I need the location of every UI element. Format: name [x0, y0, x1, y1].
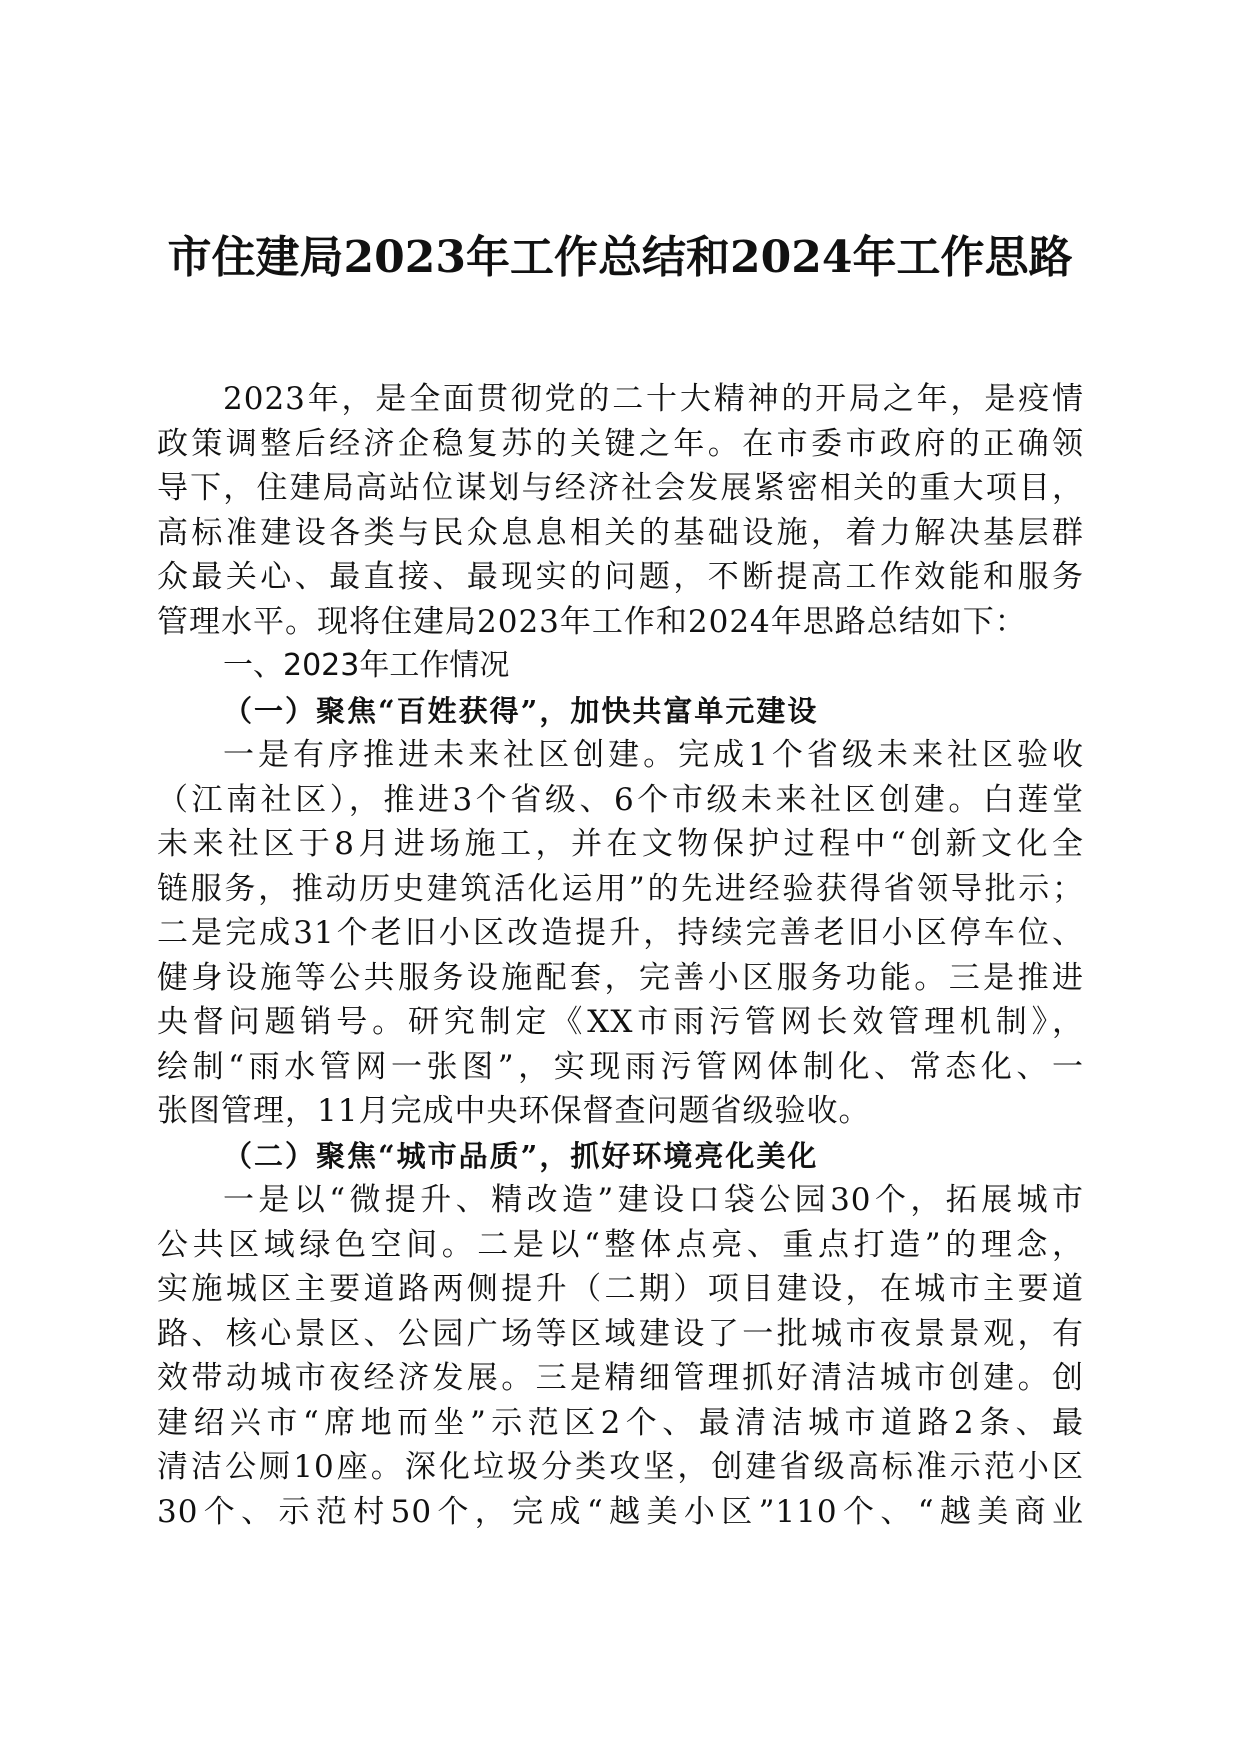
paragraph-line: 效带动城市夜经济发展。三是精细管理抓好清洁城市创建。创 — [157, 1360, 1084, 1396]
document-title: 市住建局2023年工作总结和2024年工作思路 — [167, 232, 1073, 283]
paragraph-line: 政策调整后经济企稳复苏的关键之年。在市委市政府的正确领 — [157, 425, 1084, 462]
paragraph-line: 高标准建设各类与民众息息相关的基础设施，着力解决基层群 — [157, 514, 1084, 551]
paragraph-line: 一是以“微提升、精改造”建设口袋公园30个，拓展城市 — [223, 1182, 1084, 1218]
subsection-heading: （二）聚焦“城市品质”，抓好环境亮化美化 — [223, 1138, 819, 1173]
paragraph-line: 导下，住建局高站位谋划与经济社会发展紧密相关的重大项目， — [157, 470, 1084, 506]
section-heading: 一、2023年工作情况 — [223, 648, 510, 683]
paragraph-line: 实施城区主要道路两侧提升（二期）项目建设，在城市主要道 — [157, 1271, 1084, 1307]
paragraph-line: 未来社区于8月进场施工，并在文物保护过程中“创新文化全 — [157, 826, 1084, 862]
paragraph-line: 绘制“雨水管网一张图”，实现雨污管网体制化、常态化、一 — [157, 1048, 1084, 1085]
subsection-heading: （一）聚焦“百姓获得”，加快共富单元建设 — [223, 693, 819, 728]
paragraph-line: 30个、示范村50个，完成“越美小区”110个、“越美商业 — [157, 1493, 1084, 1530]
paragraph-line: 一是有序推进未来社区创建。完成1个省级未来社区验收 — [223, 737, 1084, 773]
document-body — [157, 377, 1084, 1534]
paragraph-line: 公共区域绿色空间。二是以“整体点亮、重点打造”的理念， — [157, 1226, 1084, 1263]
paragraph-line: 清洁公厕10座。深化垃圾分类攻坚，创建省级高标准示范小区 — [157, 1449, 1084, 1485]
paragraph-line: 管理水平。现将住建局2023年工作和2024年思路总结如下： — [157, 603, 1027, 640]
paragraph-line: 二是完成31个老旧小区改造提升，持续完善老旧小区停车位、 — [157, 915, 1084, 951]
paragraph-line: 建绍兴市“席地而坐”示范区2个、最清洁城市道路2条、最 — [157, 1404, 1084, 1441]
paragraph-line: 健身设施等公共服务设施配套，完善小区服务功能。三是推进 — [157, 959, 1084, 996]
paragraph-line: 众最关心、最直接、最现实的问题，不断提高工作效能和服务 — [157, 559, 1084, 595]
paragraph-line: 张图管理，11月完成中央环保督查问题省级验收。 — [157, 1093, 871, 1129]
paragraph-line: 2023年，是全面贯彻党的二十大精神的开局之年，是疫情 — [223, 381, 1084, 417]
paragraph-line: （江南社区），推进3个省级、6个市级未来社区创建。白莲堂 — [157, 781, 1084, 818]
paragraph-line: 央督问题销号。研究制定《XX市雨污管网长效管理机制》， — [157, 1004, 1084, 1040]
paragraph-line: 路、核心景区、公园广场等区域建设了一批城市夜景景观，有 — [157, 1315, 1084, 1352]
paragraph-line: 链服务，推动历史建筑活化运用”的先进经验获得省领导批示； — [157, 870, 1084, 907]
